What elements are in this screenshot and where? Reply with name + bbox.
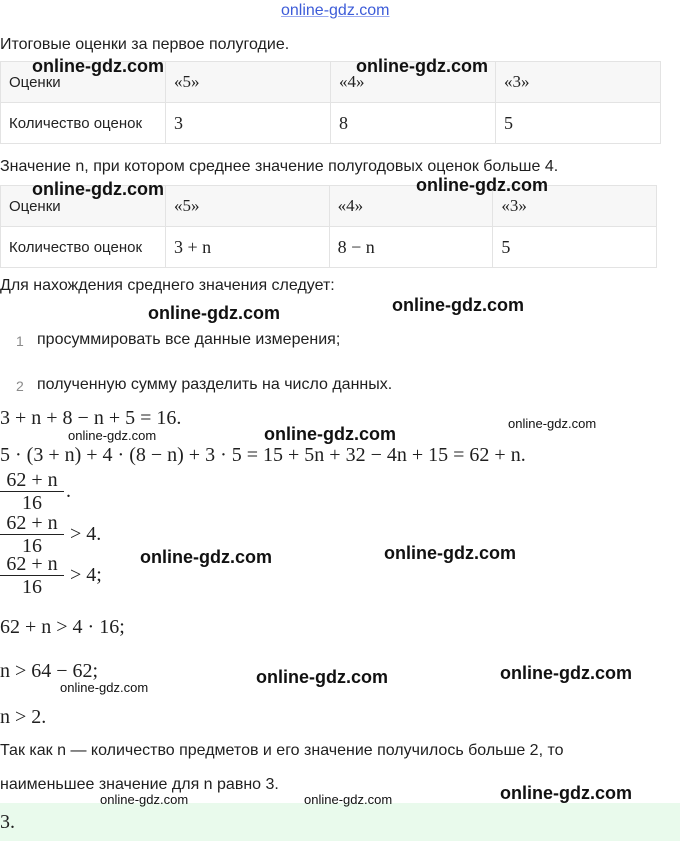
row-label: Количество оценок bbox=[1, 227, 166, 268]
row-label: Количество оценок bbox=[1, 103, 166, 144]
watermark: online-gdz.com bbox=[356, 56, 488, 76]
count-cell: 3 bbox=[166, 103, 331, 144]
watermark: online-gdz.com bbox=[392, 295, 524, 315]
answer-text: 3. bbox=[0, 811, 15, 833]
watermark: online-gdz.com bbox=[68, 428, 157, 443]
watermark: online-gdz.com bbox=[60, 680, 149, 695]
count-cell: 5 bbox=[493, 227, 657, 268]
conclusion-line: Так как n — количество предметов и его значение получилось больше 2, то bbox=[0, 742, 564, 759]
fraction-numerator: 62 + n bbox=[6, 469, 58, 491]
grade-header: «5» bbox=[166, 62, 331, 103]
watermark: online-gdz.com bbox=[416, 175, 548, 195]
grade-header: «4» bbox=[331, 62, 496, 103]
fraction-suffix: . bbox=[66, 480, 71, 502]
step-text: полученную сумму разделить на число данных. bbox=[37, 376, 393, 393]
table-row bbox=[1, 103, 661, 144]
math-line: 5 · (3 + n) + 4 · (8 − n) + 3 · 5 = 15 + 5n + 32 − 4n + 15 = 62 + n. bbox=[0, 444, 526, 466]
fraction-denominator: 16 bbox=[22, 576, 42, 598]
conclusion-line: наименьшее значение для n равно 3. bbox=[0, 776, 279, 793]
fraction-expression bbox=[0, 469, 71, 514]
intro-text: Итоговые оценки за первое полугодие. bbox=[0, 36, 290, 53]
fraction-expression bbox=[0, 553, 102, 598]
row-label: Оценки bbox=[1, 62, 166, 103]
watermark: online-gdz.com bbox=[508, 416, 597, 431]
site-link[interactable]: online-gdz.com bbox=[281, 2, 390, 19]
grade-header: «3» bbox=[493, 186, 657, 227]
math-line: n > 2. bbox=[0, 706, 47, 728]
row-label: Оценки bbox=[1, 186, 166, 227]
fraction-numerator: 62 + n bbox=[6, 512, 58, 534]
watermark: online-gdz.com bbox=[264, 424, 396, 444]
math-line: 62 + n > 4 · 16; bbox=[0, 616, 125, 638]
grade-header: «5» bbox=[166, 186, 330, 227]
watermark: online-gdz.com bbox=[304, 792, 393, 807]
watermark: online-gdz.com bbox=[148, 303, 280, 323]
count-cell: 8 − n bbox=[329, 227, 493, 268]
answer-box bbox=[0, 803, 680, 841]
step-number: 1 bbox=[16, 333, 24, 349]
fraction-numerator: 62 + n bbox=[6, 553, 58, 575]
fraction bbox=[0, 469, 64, 514]
grade-header: «4» bbox=[329, 186, 493, 227]
math-line: n > 64 − 62; bbox=[0, 660, 99, 682]
watermark: online-gdz.com bbox=[140, 547, 272, 567]
watermark: online-gdz.com bbox=[500, 783, 632, 803]
count-cell: 3 + n bbox=[166, 227, 330, 268]
grade-header: «3» bbox=[496, 62, 661, 103]
fraction-denominator: 16 bbox=[22, 492, 42, 514]
fraction bbox=[0, 512, 64, 557]
method-intro: Для нахождения среднего значения следует: bbox=[0, 277, 335, 294]
watermark: online-gdz.com bbox=[32, 56, 164, 76]
watermark: online-gdz.com bbox=[500, 663, 632, 683]
watermark: online-gdz.com bbox=[32, 179, 164, 199]
watermark: online-gdz.com bbox=[384, 543, 516, 563]
fraction-suffix: > 4; bbox=[70, 564, 102, 586]
math-line: 3 + n + 8 − n + 5 = 16. bbox=[0, 407, 182, 429]
watermark: online-gdz.com bbox=[256, 667, 388, 687]
count-cell: 5 bbox=[496, 103, 661, 144]
fraction-denominator: 16 bbox=[22, 535, 42, 557]
fraction-expression bbox=[0, 512, 101, 557]
watermark: online-gdz.com bbox=[100, 792, 189, 807]
step-text: просуммировать все данные измерения; bbox=[37, 331, 341, 348]
step-number: 2 bbox=[16, 378, 24, 394]
fraction bbox=[0, 553, 64, 598]
condition-text: Значение n, при котором среднее значение полугодовых оценок больше 4. bbox=[0, 158, 559, 175]
fraction-suffix: > 4. bbox=[70, 523, 102, 545]
count-cell: 8 bbox=[331, 103, 496, 144]
table-row bbox=[1, 227, 657, 268]
